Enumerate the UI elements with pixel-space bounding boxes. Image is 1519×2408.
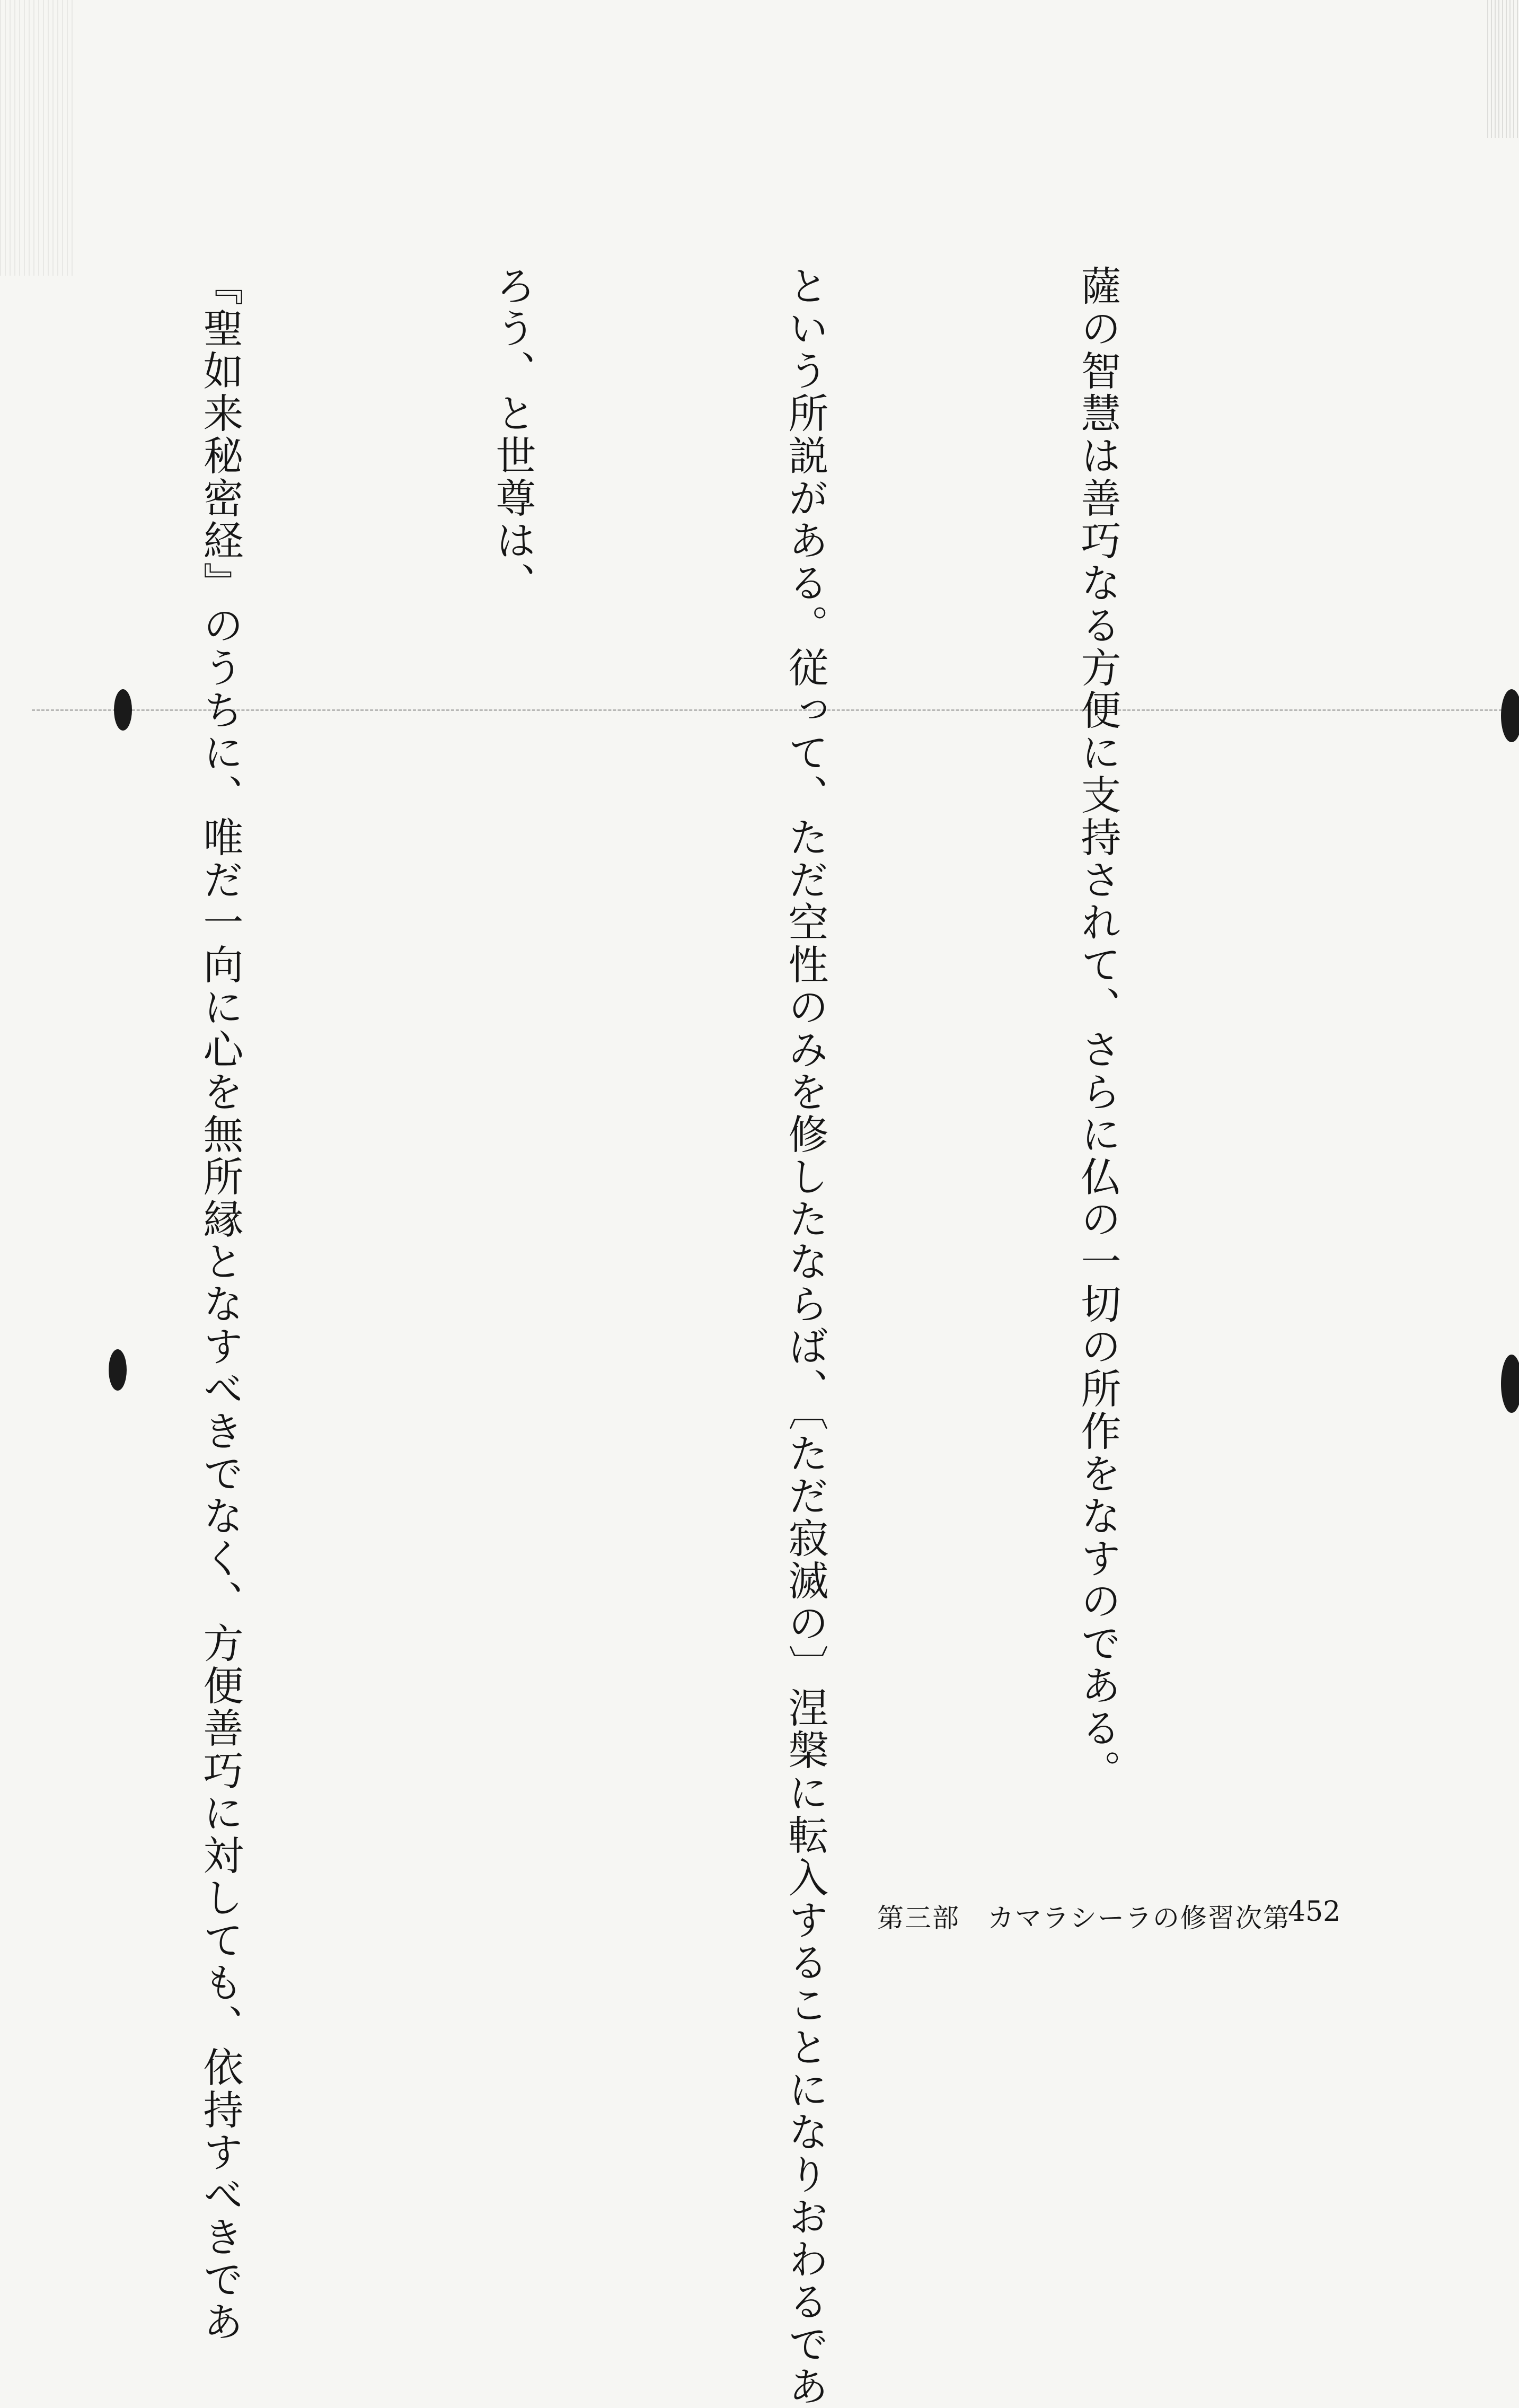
binding-hole-mark bbox=[1501, 689, 1519, 742]
running-footer-title: 第三部 カマラシーラの修習次第 bbox=[877, 1903, 1291, 1934]
text-column: 『聖如来秘密経』のうちに、唯だ一向に心を無所縁となすべきでなく、方便善巧に対しても、依持すべきであ bbox=[197, 265, 244, 2343]
binding-hole-mark bbox=[1501, 1355, 1519, 1413]
scan-edge-right bbox=[1487, 0, 1519, 138]
text-column: という所説がある。従って、ただ空性のみを修したならば、〔ただ寂滅の〕涅槃に転入することになりおわるであ bbox=[782, 265, 829, 2408]
text-column: ろう、と世尊は、 bbox=[489, 265, 536, 604]
scan-edge-left bbox=[0, 0, 74, 276]
text-column: 薩の智慧は善巧なる方便に支持されて、さらに仏の一切の所作をなすのである。 bbox=[1074, 265, 1121, 1792]
page-number: 452 bbox=[1288, 1896, 1341, 1928]
